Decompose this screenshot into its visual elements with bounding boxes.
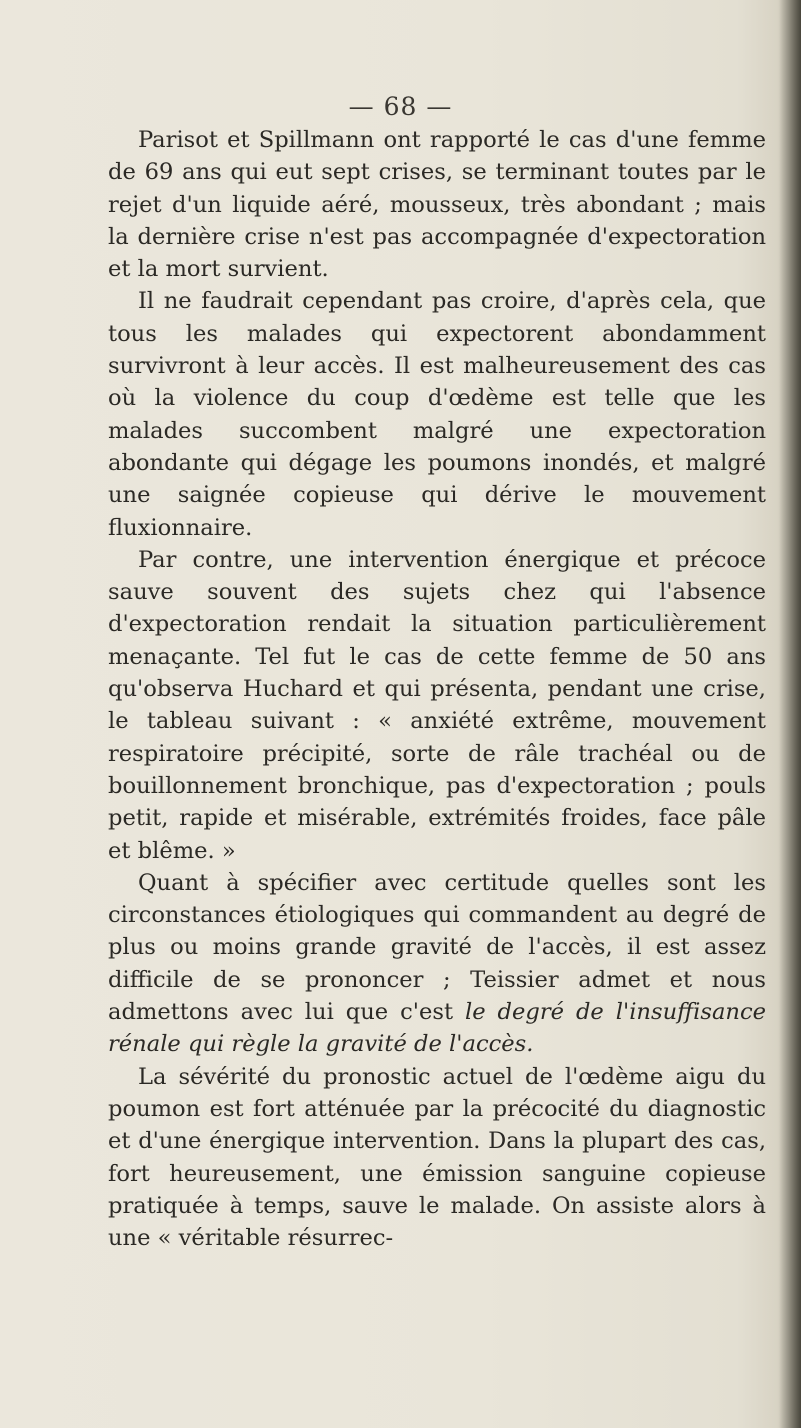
paragraph-expectoration: Il ne faudrait cependant pas croire, d'après cela, que tous les malades qui expectorent abondamment survivront à leur accès. Il est malheureusement des cas où la violence du coup d'œdème est telle que les malades succombent malgré une expectoration abondante qui dégage les poumons inondés, et malgré une saignée copieuse qui dérive le mouvement fluxionnaire. [108,288,766,541]
page-edge-shadow [779,0,801,1428]
paragraph-prognosis: La sévérité du pronostic actuel de l'œdème aigu du poumon est fort atténuée par la précocité du diagnostic et d'une énergique intervention. Dans la plupart des cas, fort heureusement, une émission sanguine copieuse pratiquée à temps, sauve le malade. On assiste alors à une « véritable résurrec- [108,1063,766,1252]
etiology-italic: le degré de l'insuffisance rénale qui règle la gravité de l'accès. [108,999,766,1058]
etiology-text: Quant à spécifier avec certitude quelles sont les circonstances étiologiques qui commandent au degré de plus ou moins grande gravité de l'accès, il est assez difficile de se prononcer ; Teissier admet et nous admettons avec lui que c'est [108,869,766,1026]
paragraph-parisot: Parisot et Spillmann ont rapporté le cas d'une femme de 69 ans qui eut sept crises, se terminant toutes par le rejet d'un liquide aéré, mousseux, très abondant ; mais la dernière crise n'est pas accompagnée d'expectoration et la mort survient. [108,127,766,283]
paragraph-intervention: Par contre, une intervention énergique et précoce sauve souvent des sujets chez qui l'absence d'expectoration rendait la situation particulièrement menaçante. Tel fut le cas de cette femme de 50 ans qu'observa Huchard et qui présenta, pendant une crise, le tableau suivant : « anxiété extrême, mouvement respiratoire précipité, sorte de râle trachéal ou de bouillonnement bronchique, pas d'expectoration ; pouls petit, rapide et misérable, extrémités froides, face pâle et blême. » [108,546,766,864]
paragraph-etiology [108,867,766,1061]
body-text [108,124,766,1254]
page-number: — 68 — [348,92,453,121]
